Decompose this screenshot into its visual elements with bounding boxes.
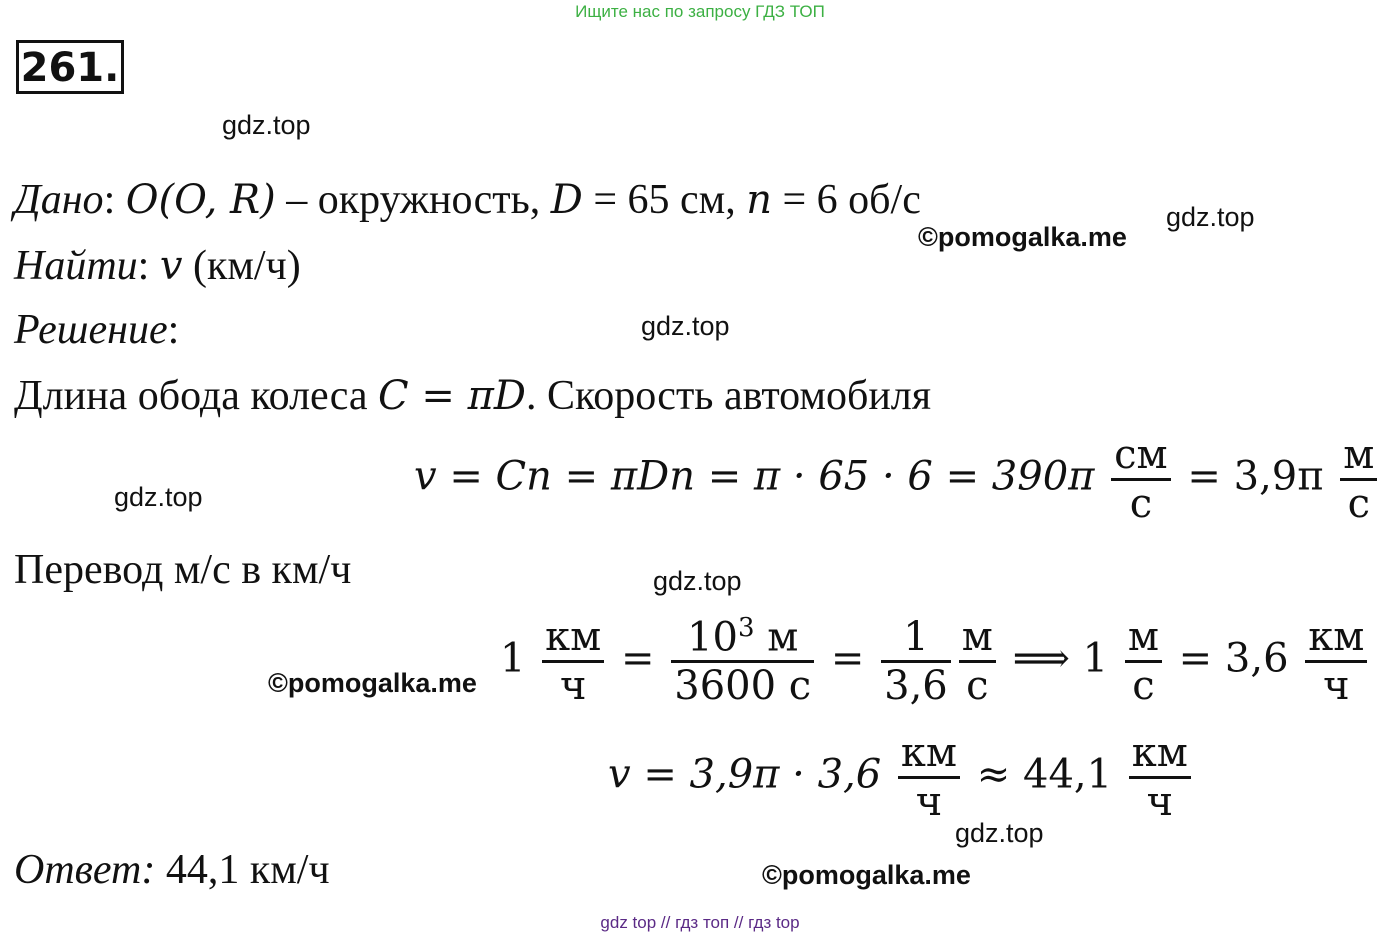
- fraction-cm-per-s: $\frac{см}{с}$: [1111, 432, 1171, 527]
- conversion-equation: 1 $\frac{км}{ч}$ = $\frac{10^3 м}{3600 с}$ = $\frac{1}{3,6}$ $\frac{м}{с}$ ⟹ 1 $\frac{м}{с}$ = 3,6 $\frac{км}{ч}$: [500, 614, 1371, 709]
- solution-label: Решение: [14, 307, 168, 353]
- watermark-pomogalka: ©pomogalka.me: [918, 222, 1127, 252]
- watermark-pomogalka: ©pomogalka.me: [268, 668, 477, 698]
- answer-label: Ответ:: [14, 847, 156, 893]
- answer-line: [14, 846, 330, 894]
- footer-links: gdz top // гдз топ // гдз top: [600, 913, 800, 932]
- given-label: Дано: [14, 177, 104, 223]
- final-equation: v = 3,9π · 3,6 $\frac{км}{ч}$ ≈ 44,1 $\frac{км}{ч}$: [608, 730, 1195, 825]
- circle-notation: O(O, R): [125, 177, 276, 223]
- watermark-gdz: gdz.top: [114, 482, 203, 512]
- watermark-gdz: gdz.top: [955, 818, 1044, 848]
- top-banner: Ищите нас по запросу ГДЗ ТОП: [575, 2, 825, 21]
- conversion-title: Перевод м/с в км/ч: [14, 547, 352, 593]
- find-label: Найти: [14, 243, 138, 289]
- rim-formula: C = πD: [378, 373, 526, 419]
- watermark-pomogalka: ©pomogalka.me: [762, 860, 971, 890]
- problem-number: 261.: [16, 40, 124, 94]
- given-line: Дано: O(O, R) – окружность, D = 65 см, n = 6 об/с: [14, 177, 921, 223]
- watermark-gdz: gdz.top: [222, 110, 311, 140]
- speed-equation: v = Cn = πDn = π · 65 · 6 = 390π $\frac{см}{с}$ = 3,9π $\frac{м}{с}$: [414, 432, 1381, 527]
- find-line: Найти: v (км/ч): [14, 243, 301, 289]
- watermark-gdz: gdz.top: [641, 311, 730, 341]
- solution-line: Решение:: [14, 307, 180, 353]
- fraction-m-per-s: $\frac{м}{с}$: [1340, 432, 1377, 527]
- watermark-gdz: gdz.top: [653, 566, 742, 596]
- answer-value: 44,1 км/ч: [155, 847, 330, 893]
- watermark-gdz: gdz.top: [1166, 202, 1255, 232]
- fraction-1000m-per-3600s: $\frac{10^3 м}{3600 с}$: [671, 614, 814, 709]
- rim-length-line: Длина обода колеса C = πD. Скорость автомобиля: [14, 373, 932, 419]
